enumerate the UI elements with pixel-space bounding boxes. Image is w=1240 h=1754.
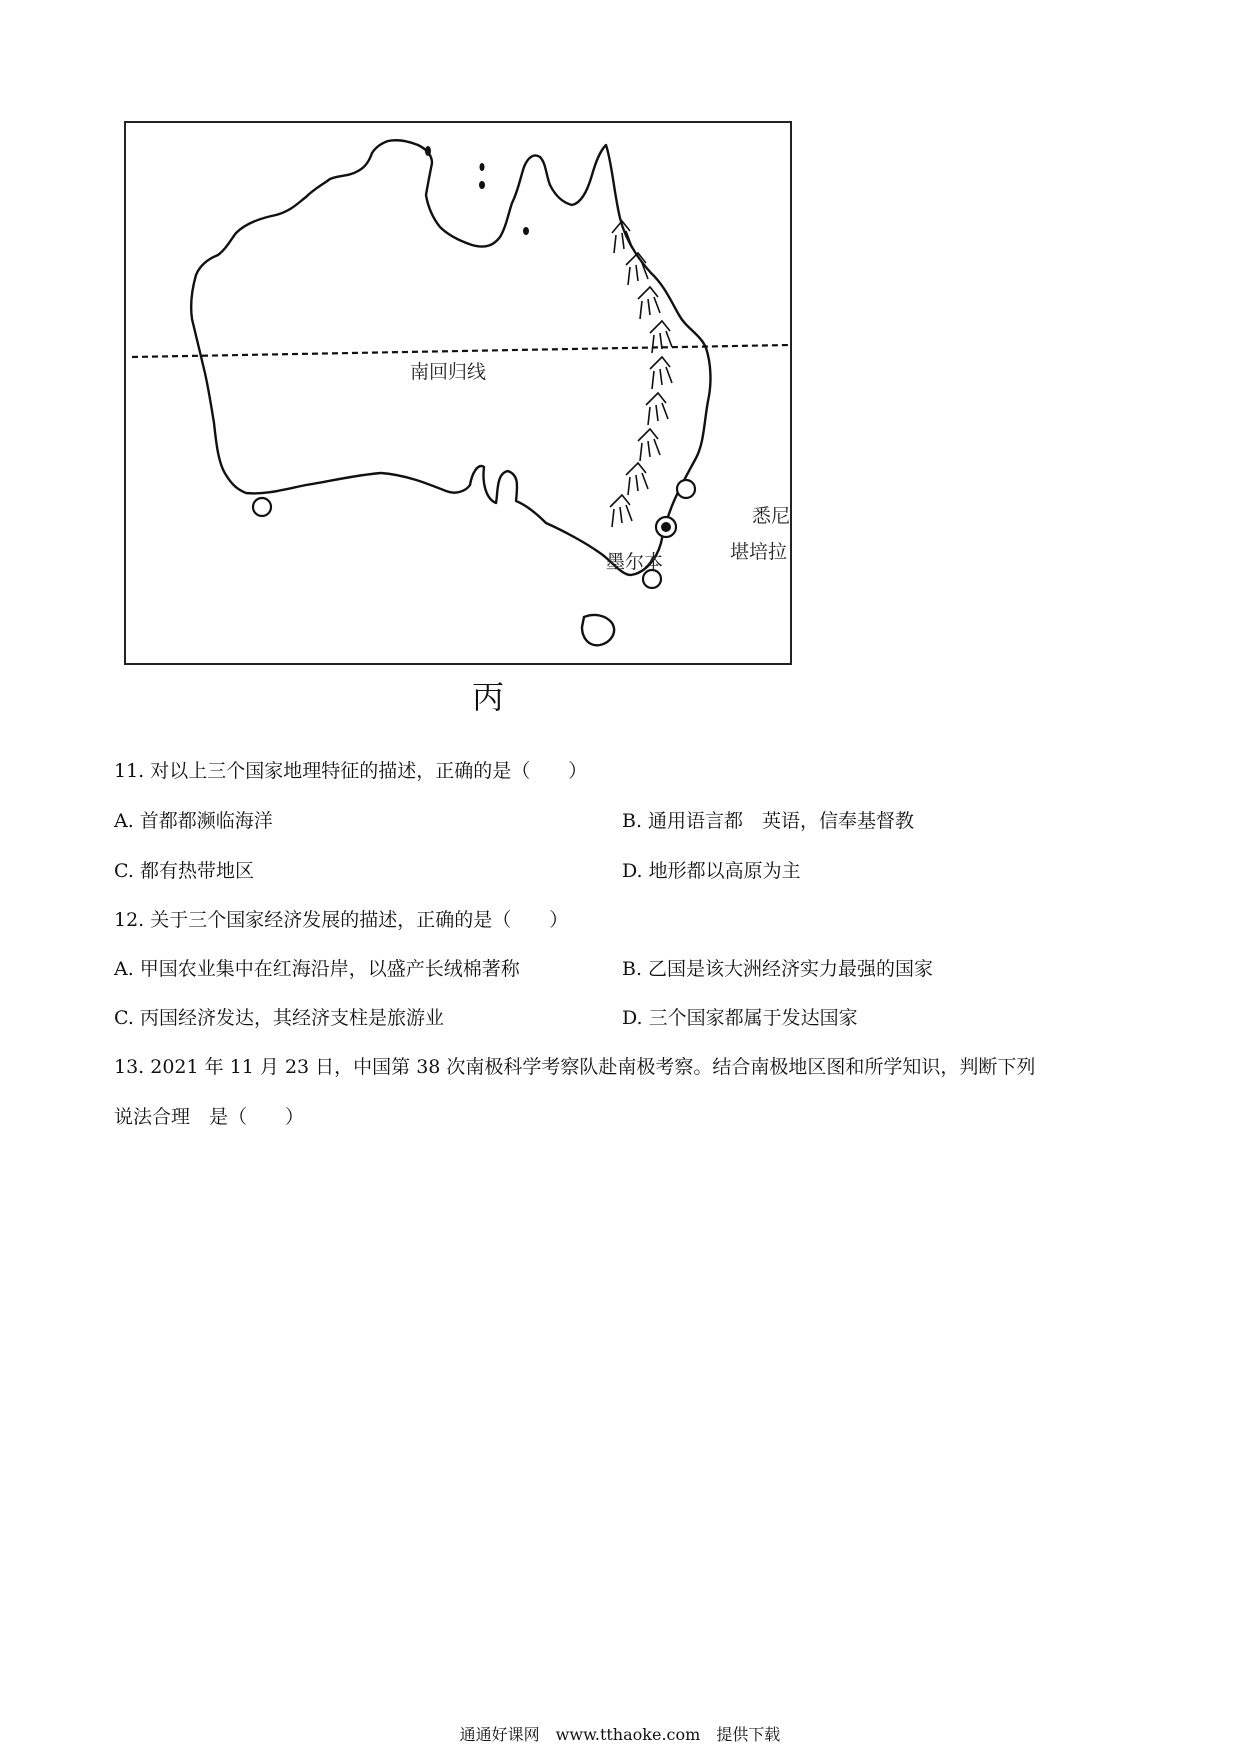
question-12-option-d: D. 三个国家都属于发达国家 (622, 1007, 858, 1029)
question-11-stem: 11. 对以上三个国家地理特征的描述，正确的是（ ） (114, 760, 588, 782)
melbourne-label: 墨尔本 (606, 551, 664, 573)
figure-caption: 丙 (472, 678, 505, 716)
perth-marker (253, 498, 271, 516)
tasmania (582, 615, 614, 645)
question-12-stem: 12. 关于三个国家经济发展的描述，正确的是（ ） (114, 909, 569, 931)
island-4 (523, 227, 529, 235)
question-12-option-c: C. 丙国经济发达，其经济支柱是旅游业 (114, 1007, 444, 1029)
australia-map (124, 121, 792, 665)
question-11-option-d: D. 地形都以高原为主 (622, 860, 801, 882)
question-11-option-a: A. 首都都濒临海洋 (114, 810, 273, 832)
question-11-option-c: C. 都有热带地区 (114, 860, 254, 882)
tropic-label: 南回归线 (410, 361, 487, 383)
sydney-marker (677, 480, 695, 498)
canberra-dot (661, 522, 671, 532)
question-13-stem-line2: 说法合理 是（ ） (114, 1106, 305, 1128)
question-13-stem-line1: 13. 2021 年 11 月 23 日，中国第 38 次南极科学考察队赴南极考察。结合南极地区图和所学知识，判断下列 (114, 1056, 1036, 1078)
question-12-option-a: A. 甲国农业集中在红海沿岸，以盛产长绒棉著称 (114, 958, 520, 980)
australia-outline (126, 123, 790, 663)
canberra-label: 堪培拉 (730, 541, 788, 563)
page-footer: 通通好课网 www.tthaoke.com 提供下载 (459, 1725, 781, 1744)
island-1 (425, 146, 431, 156)
tropic-line (132, 345, 790, 357)
sydney-label: 悉尼 (752, 505, 791, 527)
question-11-option-b: B. 通用语言都 英语，信奉基督教 (622, 810, 915, 832)
island-2 (480, 163, 485, 171)
island-3 (479, 181, 485, 189)
question-12-option-b: B. 乙国是该大洲经济实力最强的国家 (622, 958, 934, 980)
mountain-range (610, 221, 672, 527)
